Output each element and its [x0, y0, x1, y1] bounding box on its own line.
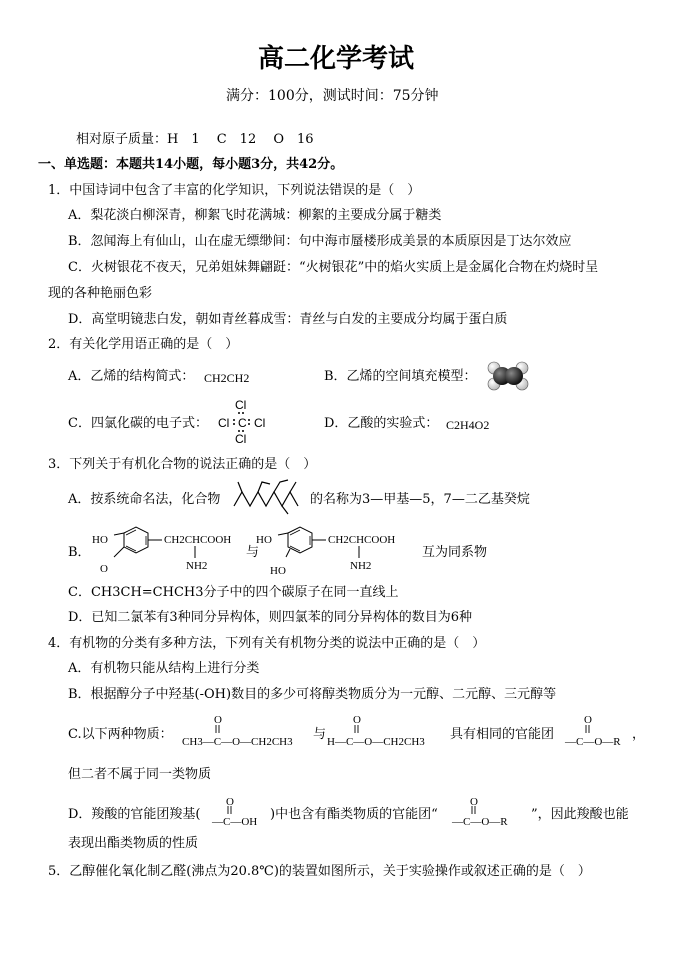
c-ester1-o: O	[214, 714, 222, 726]
c-fg: —C—O—R	[565, 736, 621, 748]
d-carboxyl: —C—OH	[212, 816, 258, 828]
mol1-nh2-bond	[192, 546, 198, 558]
q4-c-and: 与	[313, 727, 327, 742]
c-ester2-o: O	[353, 714, 361, 726]
mol2-nh2: NH2	[350, 560, 372, 572]
q5-stem: 5．乙醇催化氧化制乙醛(沸点为20.8℃)的装置如图所示，关于实验操作或叙述正确的是（ ）	[48, 864, 591, 879]
q3-option-a-post: 的名称为3—甲基—5，7—二乙基癸烷	[310, 492, 530, 507]
d-ester-o: O	[470, 796, 478, 808]
ethylene-model-icon	[486, 361, 530, 391]
electron-c: C	[238, 416, 247, 430]
q4-option-c-cont: 但二者不属于同一类物质	[68, 767, 212, 782]
q1-option-d: D．高堂明镜悲白发，朝如青丝暮成雪：青丝与白发的主要成分均属于蛋白质	[68, 312, 508, 327]
electron-cl-left: Cl	[218, 416, 230, 430]
benzene-ring-icon-2	[276, 527, 326, 567]
q1-option-c: C．火树银花不夜天，兄弟姐妹舞翩跹：“火树银花”中的焰火实质上是金属化合物在灼烧时呈	[68, 260, 599, 275]
mol1-o: O	[100, 563, 108, 575]
q4-c-comma: ，	[632, 727, 646, 742]
atomic-mass-line: 相对原子质量：H 1 C 12 O 16	[76, 132, 314, 147]
q4-option-a: A．有机物只能从结构上进行分类	[68, 661, 260, 676]
mol2-nh2-bond	[356, 546, 362, 558]
q2-option-d: D．乙酸的实验式：	[324, 416, 439, 431]
q4-d-mid: )中也含有酯类物质的官能团“	[270, 807, 438, 822]
exam-subtitle: 满分：100分，测试时间：75分钟	[226, 88, 439, 104]
q1-option-c-cont: 现的各种艳丽色彩	[48, 286, 153, 301]
mol2-ho-top: HO	[256, 534, 272, 546]
d-carboxyl-o: O	[226, 796, 234, 808]
electron-cl-top: Cl	[235, 398, 247, 412]
q3-stem: 3．下列关于有机化合物的说法正确的是（ ）	[48, 457, 317, 472]
q2-option-b: B．乙烯的空间填充模型：	[324, 369, 477, 384]
q3-option-b-label: B．	[68, 545, 91, 560]
q2-a-formula: CH2CH2	[204, 371, 250, 385]
skeletal-structure-icon	[232, 478, 304, 516]
mol1-ho: HO	[92, 534, 108, 546]
carbonyl-bonds-c	[0, 723, 688, 735]
q3-option-c: C．CH3CH=CHCH3分子中的四个碳原子在同一直线上	[68, 585, 399, 600]
q2-stem: 2．有关化学用语正确的是（ ）	[48, 337, 239, 352]
mol2-ho-bottom: HO	[270, 565, 286, 577]
electron-cl-bottom: Cl	[235, 432, 247, 446]
q4-option-d-cont: 表现出酯类物质的性质	[68, 836, 199, 851]
carbonyl-bonds-d	[0, 805, 688, 817]
c-ester2: H—C—O—CH2CH3	[327, 736, 425, 748]
mol1-chain: CH2CHCOOH	[164, 534, 232, 546]
q1-option-a: A．梨花淡白柳深青，柳絮飞时花满城：柳絮的主要成分属于糖类	[68, 208, 442, 223]
q3-b-post: 互为同系物	[422, 545, 488, 560]
q3-b-and: 与	[246, 545, 260, 560]
q4-option-d-pre: D．羧酸的官能团羧基(	[68, 807, 201, 822]
c-ester1: CH3—C—O—CH2CH3	[182, 736, 293, 748]
benzene-ring-icon	[112, 527, 162, 567]
q4-stem: 4．有机物的分类有多种方法，下列有关有机物分类的说法中正确的是（ ）	[48, 636, 486, 651]
section-heading: 一、单选题：本题共14小题，每小题3分，共42分。	[38, 157, 344, 172]
q4-option-b: B．根据醇分子中羟基(-OH)数目的多少可将醇类物质分为一元醇、二元醇、三元醇等	[68, 687, 557, 702]
electron-cl-right: Cl	[254, 416, 266, 430]
c-fg-o: O	[584, 714, 592, 726]
q2-option-c: C．四氯化碳的电子式：	[68, 416, 208, 431]
exam-title: 高二化学考试	[258, 44, 415, 74]
mol2-chain: CH2CHCOOH	[328, 534, 396, 546]
q2-option-a: A．乙烯的结构简式：	[68, 369, 195, 384]
q4-option-c-pre: C.以下两种物质：	[68, 727, 173, 742]
q1-option-b: B．忽闻海上有仙山，山在虚无缥缈间：句中海市蜃楼形成美景的本质原因是丁达尔效应	[68, 234, 572, 249]
mol1-nh2: NH2	[186, 560, 208, 572]
q4-d-post: ”，因此羧酸也能	[531, 807, 629, 822]
q4-c-mid: 具有相同的官能团	[450, 727, 555, 742]
electron-dots-icon	[232, 411, 252, 435]
q3-option-a-pre: A．按系统命名法，化合物	[68, 492, 221, 507]
q3-option-d: D．已知二氯苯有3种同分异构体，则四氯苯的同分异构体的数目为6种	[68, 610, 472, 625]
q1-stem: 1．中国诗词中包含了丰富的化学知识，下列说法错误的是（ ）	[48, 183, 421, 198]
q2-d-formula: C2H4O2	[446, 418, 490, 432]
d-ester: —C—O—R	[452, 816, 508, 828]
